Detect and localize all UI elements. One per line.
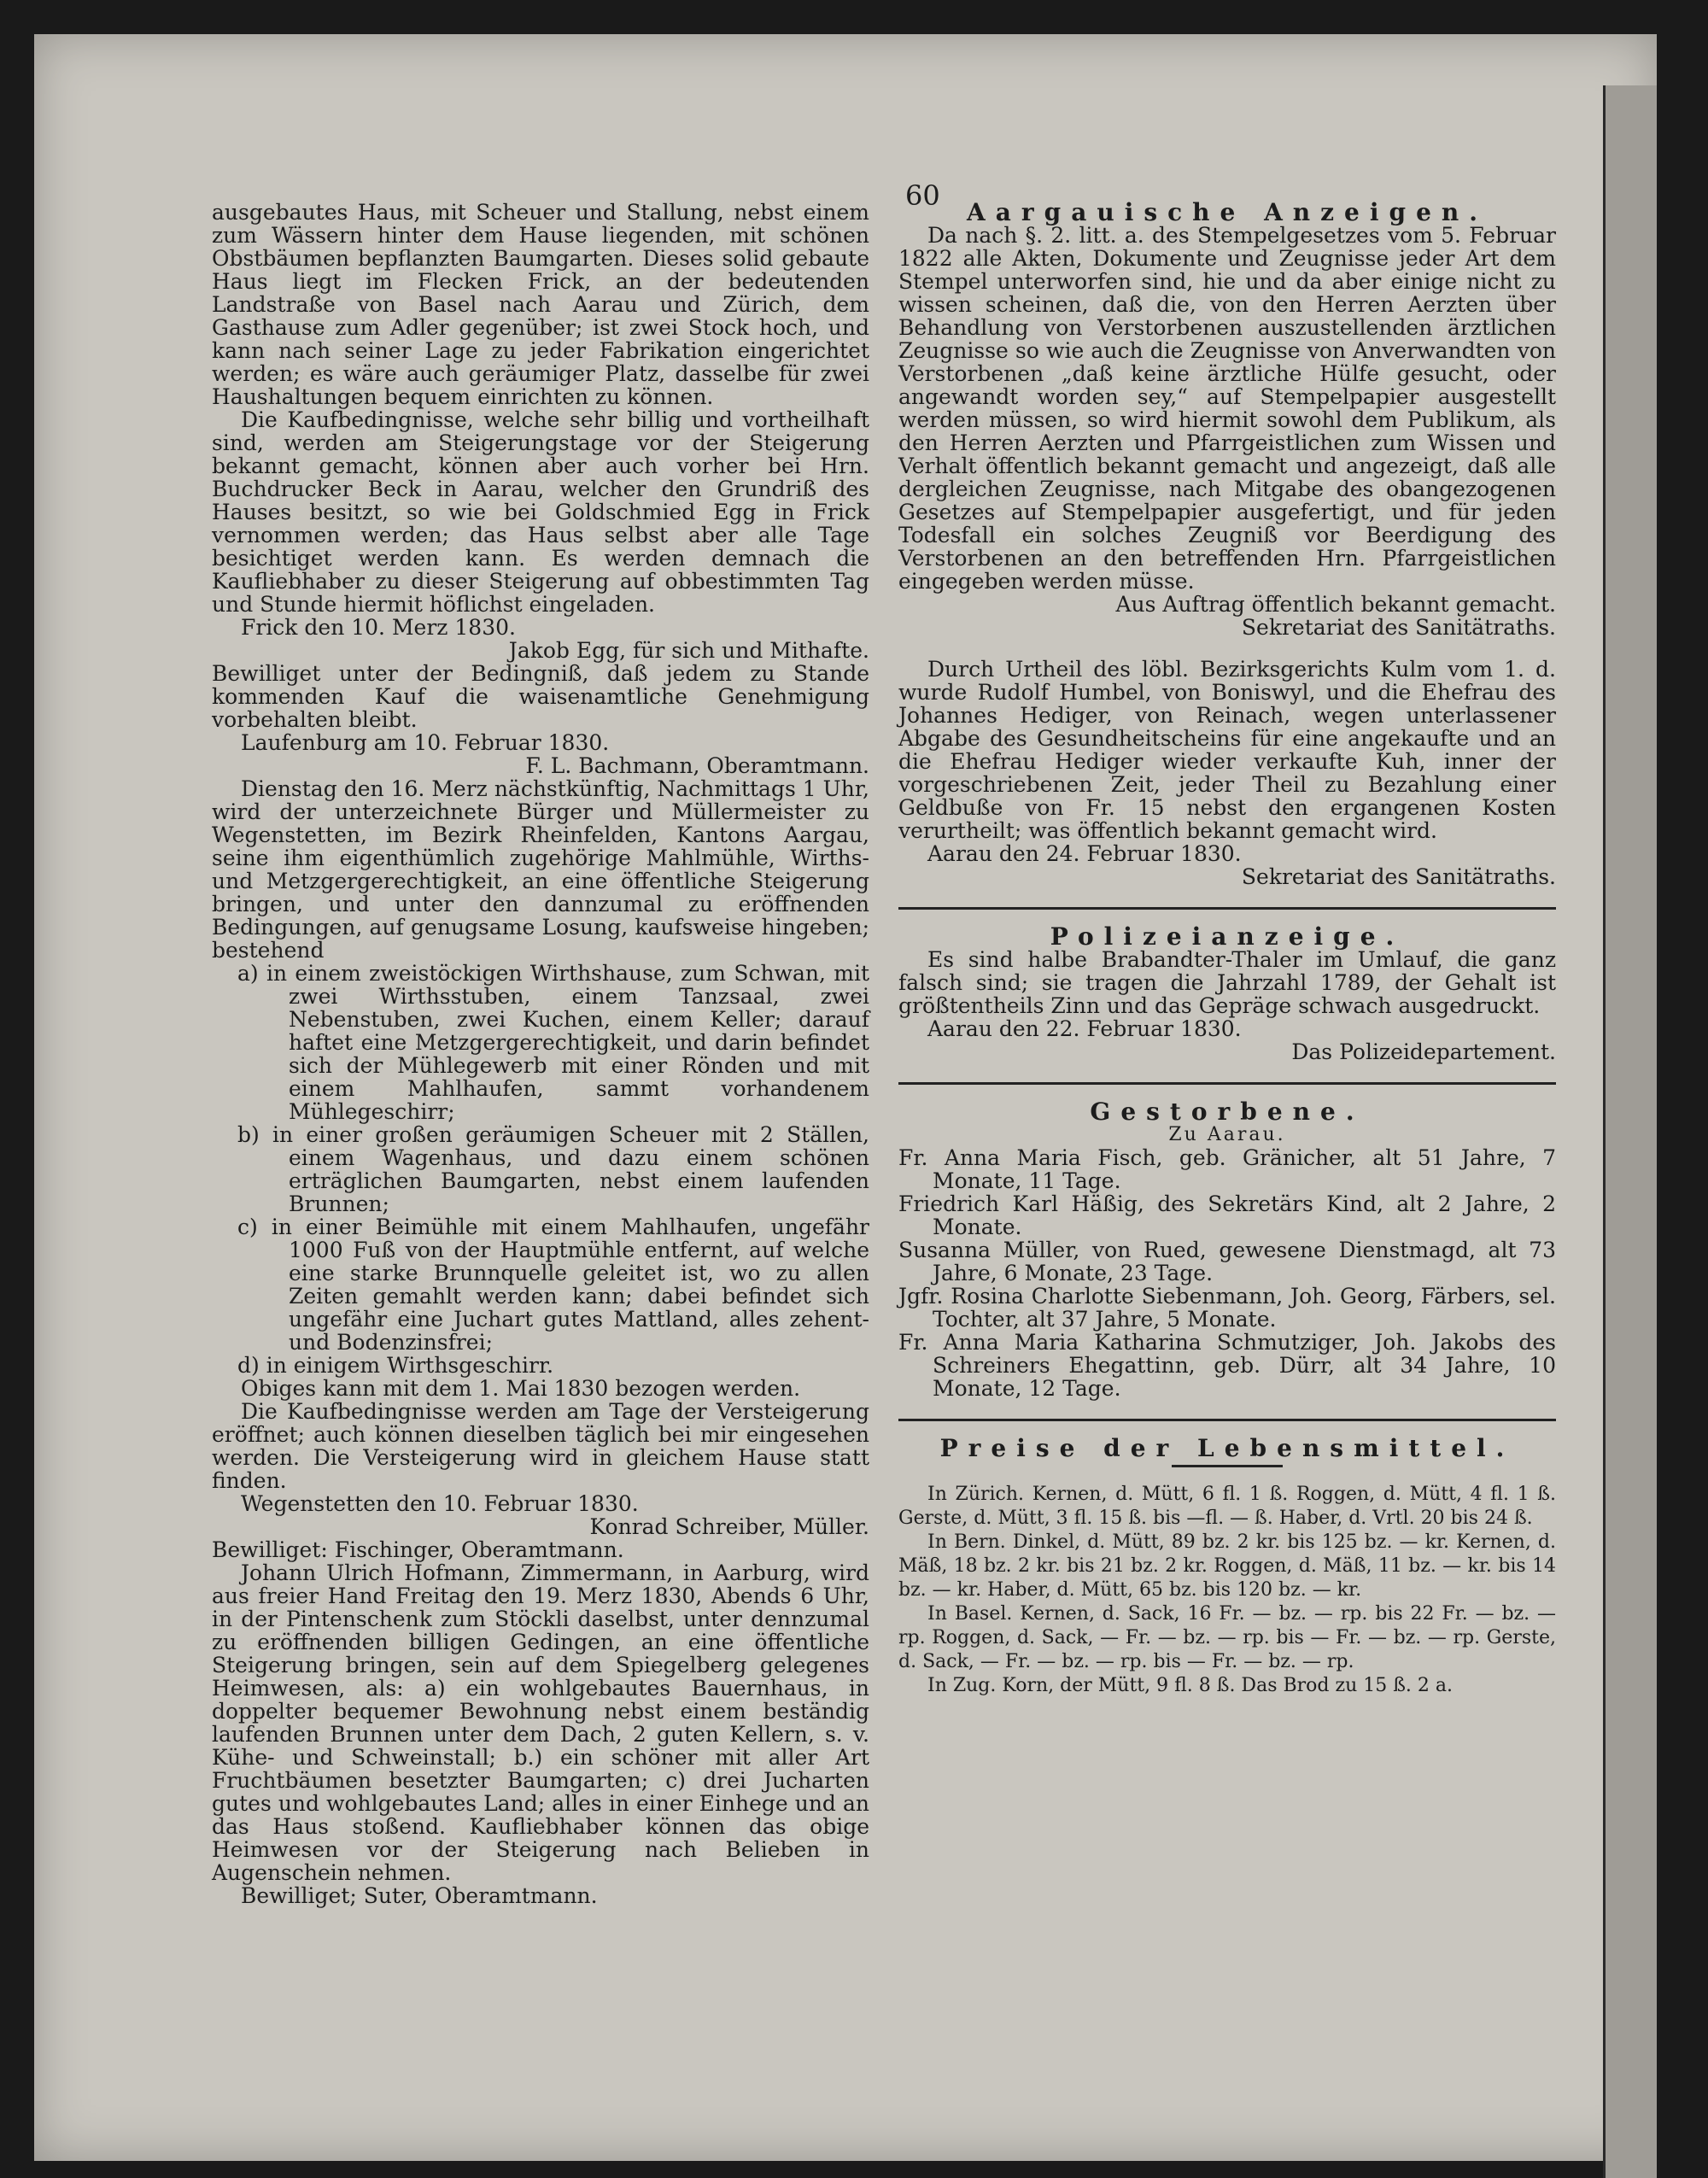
list-item: b) in einer großen geräumigen Scheuer mit 2 Ställen, einem Wagenhaus, und dazu einem schönen erträglichen Baumgarten, nebst einem laufenden Brunnen; <box>237 1122 869 1216</box>
notice-stamp-duty: Da nach §. 2. litt. a. des Stempelgesetzes vom 5. Februar 1822 alle Akten, Dokumente und Zeugnisse jeder Art dem Stempel unterworfen sind, hie und da aber einige nicht zu wissen scheinen, daß die, von den Herren Aerzten über Behandlung von Verstorbenen auszustellenden ärztlichen Zeugnisse so wie auch die Zeugnisse von Anverwandten von Verstorbenen „daß keine ärztliche Hülfe gesucht, oder angewandt worden sey,“ auf Stempelpapier ausgestellt werden müssen, so wird hiermit sowohl dem Publikum, als den Herren Aerzten und Pfarrgeistlichen zum Wissen und Verhalt öffentlich bekannt gemacht und angezeigt, daß alle dergleichen Zeugnisse, nach Mitgabe des obangezogenen Gesetzes auf Stempelpapier ausgefertigt, und für jeden Todesfall ein solches Zeugniß vor Beerdigung des Verstorbenen an den betreffenden Hrn. Pfarrgeistlichen eingegeben werden müsse. <box>898 223 1556 594</box>
notice-signature: Sekretariat des Sanitätraths. <box>1241 864 1556 889</box>
ad-note: Obiges kann mit dem 1. Mai 1830 bezogen werden. <box>241 1376 801 1401</box>
price-entry: In Zürich. Kernen, d. Mütt, 6 fl. 1 ß. Roggen, d. Mütt, 4 fl. 1 ß. Gerste, d. Mütt, 3 fl. 15 ß. bis —fl. — ß. Haber, d. Vrtl. 20 bis 24 ß. <box>898 1484 1556 1529</box>
ad-house-terms: Die Kaufbedingnisse, welche sehr billig und vortheilhaft sind, werden am Steigerungstage vor der Steigerung bekannt gemacht, können aber auch vorher bei Hrn. Buchdrucker Beck in Aarau, welcher den Grundriß des Hauses besitzt, so wie bei Goldschmied Egg in Frick vernommen werden; das Haus selbst aber alle Tage besichtiget werden kann. Es werden demnach die Kaufliebhaber zu dieser Steigerung auf obbestimmten Tag und Stunde hiermit höflichst eingeladen. <box>212 407 869 617</box>
death-entry: Fr. Anna Maria Katharina Schmutziger, Joh. Jakobs des Schreiners Ehegattinn, geb. Dürr, alt 34 Jahre, 10 Monate, 12 Tage. <box>898 1330 1556 1401</box>
death-entry: Susanna Müller, von Rued, gewesene Dienstmagd, alt 73 Jahre, 6 Monate, 23 Tage. <box>898 1238 1556 1285</box>
death-entry: Fr. Anna Maria Fisch, geb. Gränicher, alt 51 Jahre, 7 Monate, 11 Tage. <box>898 1145 1556 1193</box>
section-heading: Aargauische Anzeigen. <box>967 198 1488 226</box>
notice-signature: Aus Auftrag öffentlich bekannt gemacht. <box>1115 592 1556 617</box>
notice-court-ruling: Durch Urtheil des löbl. Bezirksgerichts Kulm vom 1. d. wurde Rudolf Humbel, von Boniswyl, und die Ehefrau des Johannes Hediger, von Reinach, wegen unterlassener Abgabe des Gesundheitscheins für eine angekaufte und an die Ehefrau Hediger wieder verkaufte Kuh, inner der vorgeschriebenen Zeit, jeder Theil zu Bezahlung einer Geldbuße von Fr. 15 nebst den ergangenen Kosten verurtheilt; was öffentlich bekannt gemacht wird. <box>898 657 1556 843</box>
ad-signature: F. L. Bachmann, Oberamtmann. <box>525 753 869 778</box>
ad-signature: Konrad Schreiber, Müller. <box>589 1514 869 1539</box>
notice-date: Aarau den 22. Februar 1830. <box>927 1016 1242 1041</box>
divider <box>898 1419 1556 1421</box>
ad-mill-wegenstetten: Dienstag den 16. Merz nächstkünftig, Nachmittags 1 Uhr, wird der unterzeichnete Bürger und Müllermeister zu Wegenstetten, im Bezirk Rheinfelden, Kantons Aargau, seine ihm eigenthümlich zugehörige Mahlmühle, Wirths- und Metzgergerechtigkeit, an eine öffentliche Steigerung bringen, und unter den dannzumal zu eröffnenden Bedingungen, auf genugsame Losung, kaufsweise hingeben; bestehend <box>212 776 869 963</box>
left-column <box>212 201 869 1907</box>
death-entry: Jgfr. Rosina Charlotte Siebenmann, Joh. Georg, Färbers, sel. Tochter, alt 37 Jahre, 5 Monate. <box>898 1284 1556 1332</box>
right-column <box>898 198 1556 1698</box>
ad-approval: Bewilliget unter der Bedingniß, daß jedem zu Stande kommenden Kauf die waisenamtliche Genehmigung vorbehalten bleibt. <box>212 661 869 732</box>
page-number: 60 <box>905 179 940 212</box>
divider <box>898 1082 1556 1085</box>
ad-house-frick: ausgebautes Haus, mit Scheuer und Stallung, nebst einem zum Wässern hinter dem Hause liegenden, mit schönen Obstbäumen bepflanzten Baumgarten. Dieses solid gebaute Haus liegt im Flecken Frick, an der bedeutenden Landstraße von Basel nach Aarau und Zürich, dem Gasthause zum Adler gegenüber; ist zwei Stock hoch, und kann nach seiner Lage zu jeder Fabrikation eingerichtet werden; es wäre auch geräumiger Platz, dasselbe für zwei Haushaltungen bequem einrichten zu können. <box>212 200 869 409</box>
price-entry: In Bern. Dinkel, d. Mütt, 89 bz. 2 kr. bis 125 bz. — kr. Kernen, d. Mäß, 18 bz. 2 kr. bis 21 bz. 2 kr. Roggen, d. Mäß, 11 bz. — kr. bis 14 bz. — kr. Haber, d. Mütt, 65 bz. bis 120 bz. — kr. <box>898 1531 1556 1601</box>
notice-date: Aarau den 24. Februar 1830. <box>927 841 1242 866</box>
ad-farm-aarburg: Johann Ulrich Hofmann, Zimmermann, in Aarburg, wird aus freier Hand Freitag den 19. Merz 1830, Abends 6 Uhr, in der Pintenschenk zum Stöckli daselbst, unter dennzumal zu eröffnenden billigen Gedingen, an eine öffentliche Steigerung bringen, sein auf dem Spiegelberg gelegenes Heimwesen, als: a) ein wohlgebautes Bauernhaus, in doppelter bequemer Bewohnung nebst einem beständig laufenden Brunnen unter dem Dach, 2 guten Kellern, s. v. Kühe- und Schweinstall; b.) ein schöner mit aller Art Fruchtbäumen besetzter Baumgarten; c) drei Jucharten gutes und wohlgebautes Land; alles in einer Einhege und an das Haus stoßend. Kaufliebhaber können das obige Heimwesen vor der Steigerung nach Belieben in Augenschein nehmen. <box>212 1560 869 1885</box>
spacer <box>898 639 1556 658</box>
ad-approval: Bewilliget: Fischinger, Oberamtmann. <box>212 1537 624 1562</box>
notice-signature: Das Polizeidepartement. <box>1291 1039 1556 1064</box>
divider <box>898 907 1556 910</box>
section-heading: Gestorbene. <box>1090 1098 1365 1126</box>
price-entry: In Zug. Korn, der Mütt, 9 fl. 8 ß. Das Brod zu 15 ß. 2 a. <box>927 1675 1454 1696</box>
notice-counterfeit: Es sind halbe Brabandter-Thaler im Umlauf, die ganz falsch sind; sie tragen die Jahrzahl 1789, der Gehalt ist größtentheils Zinn und das Gepräge schwach ausgedruckt. <box>898 947 1556 1018</box>
ad-approval: Bewilliget; Suter, Oberamtmann. <box>241 1883 598 1908</box>
price-entry: In Basel. Kernen, d. Sack, 16 Fr. — bz. — rp. bis 22 Fr. — bz. — rp. Roggen, d. Sack, — Fr. — bz. — rp. bis — Fr. — bz. — rp. Gerste, d. Sack, — Fr. — bz. — rp. bis — Fr. — bz. — rp. <box>898 1603 1556 1672</box>
notice-signature: Sekretariat des Sanitätraths. <box>1241 615 1556 640</box>
list-item: a) in einem zweistöckigen Wirthshause, zum Schwan, mit zwei Wirthsstuben, einem Tanzsaal, zwei Nebenstuben, zwei Kuchen, einem Keller; darauf haftet eine Metzgergerechtigkeit, und darin befindet sich der Mühlegewerb mit einer Rönden und mit einem Mahlhaufen, sammt vorhandenem Mühlegeschirr; <box>237 961 869 1124</box>
death-entry: Friedrich Karl Häßig, des Sekretärs Kind, alt 2 Jahre, 2 Monate. <box>898 1191 1556 1239</box>
ad-signature: Jakob Egg, für sich und Mithafte. <box>508 638 869 663</box>
short-divider <box>1172 1465 1283 1467</box>
adjacent-page-edge <box>1603 85 1657 2178</box>
ad-date: Wegenstetten den 10. Februar 1830. <box>241 1491 639 1516</box>
section-subheading: Zu Aarau. <box>1168 1124 1286 1145</box>
section-heading: Preise der Lebensmittel. <box>939 1434 1515 1462</box>
ad-note: Die Kaufbedingnisse werden am Tage der Versteigerung eröffnet; auch können dieselben täglich bei mir eingesehen werden. Die Versteigerung wird in gleichem Hause statt finden. <box>212 1399 869 1493</box>
list-item: c) in einer Beimühle mit einem Mahlhaufen, ungefähr 1000 Fuß von der Hauptmühle entfernt, auf welche eine starke Brunnquelle geleitet ist, wo zu allen Zeiten gemahlt werden kann; dabei befindet sich ungefähr eine Juchart gutes Mattland, alles zehent- und Bodenzinsfrei; <box>237 1215 869 1355</box>
ad-date: Laufenburg am 10. Februar 1830. <box>241 730 610 755</box>
ad-date: Frick den 10. Merz 1830. <box>241 615 516 640</box>
list-item: d) in einigem Wirthsgeschirr. <box>237 1353 554 1378</box>
section-heading: Polizeianzeige. <box>1050 922 1405 951</box>
